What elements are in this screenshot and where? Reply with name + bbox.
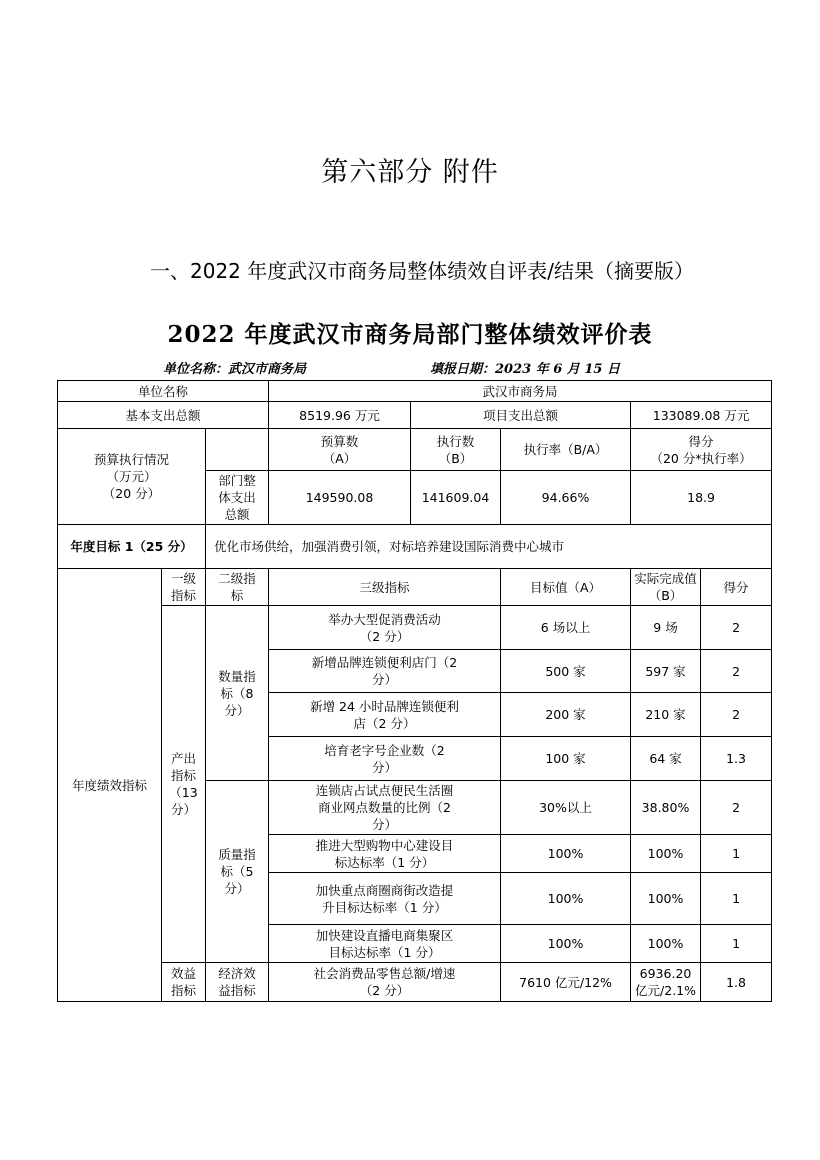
- indicator-target: 100%: [501, 873, 631, 925]
- quantity-indicator-label: 数量指 标（8 分）: [206, 606, 269, 781]
- indicator-name: 推进大型购物中心建设目 标达标率（1 分）: [269, 835, 501, 873]
- unit-name-line: 单位名称：武汉市商务局: [163, 362, 307, 377]
- budget-header-score: 得分 （20 分*执行率）: [631, 429, 772, 471]
- dept-total-exec: 141609.04: [411, 471, 501, 525]
- indicator-name: 加快重点商圈商街改造提 升目标达标率（1 分）: [269, 873, 501, 925]
- indicator-name: 举办大型促消费活动 （2 分）: [269, 606, 501, 650]
- project-expense-value: 133089.08 万元: [631, 402, 772, 429]
- output-indicator-label: 产出 指标 （13 分）: [162, 606, 206, 963]
- fill-date-line: 填报日期：2023 年 6 月 15 日: [430, 362, 620, 377]
- quality-indicator-label: 质量指 标（5 分）: [206, 781, 269, 963]
- indicator-name: 培育老字号企业数（2 分）: [269, 737, 501, 781]
- indicator-name: 加快建设直播电商集聚区 目标达标率（1 分）: [269, 925, 501, 963]
- budget-execution-label: 预算执行情况 （万元） （20 分）: [58, 429, 206, 525]
- basic-expense-label: 基本支出总额: [58, 402, 269, 429]
- indicator-actual: 64 家: [631, 737, 701, 781]
- indicator-score: 1.3: [701, 737, 772, 781]
- indicator-name: 社会消费品零售总额/增速 （2 分）: [269, 963, 501, 1002]
- annual-goal-text: 优化市场供给，加强消费引领，对标培养建设国际消费中心城市: [206, 525, 772, 569]
- annual-goal-label: 年度目标 1（25 分）: [58, 525, 206, 569]
- indicator-score: 1.8: [701, 963, 772, 1002]
- performance-evaluation-table: [57, 380, 772, 1002]
- header-target: 目标值（A）: [501, 569, 631, 606]
- unit-name-label: 单位名称: [58, 381, 269, 402]
- indicator-score: 2: [701, 606, 772, 650]
- indicator-target: 100%: [501, 835, 631, 873]
- budget-header-exec: 执行数 （B）: [411, 429, 501, 471]
- indicator-target: 500 家: [501, 650, 631, 693]
- basic-expense-value: 8519.96 万元: [269, 402, 411, 429]
- indicator-target: 200 家: [501, 693, 631, 737]
- indicator-target: 100 家: [501, 737, 631, 781]
- indicator-score: 2: [701, 781, 772, 835]
- dept-total-score: 18.9: [631, 471, 772, 525]
- indicator-target: 7610 亿元/12%: [501, 963, 631, 1002]
- header-level3: 三级指标: [269, 569, 501, 606]
- indicator-actual: 6936.20 亿元/2.1%: [631, 963, 701, 1002]
- indicator-name: 新增 24 小时品牌连锁便利 店（2 分）: [269, 693, 501, 737]
- indicator-actual: 100%: [631, 873, 701, 925]
- indicator-actual: 38.80%: [631, 781, 701, 835]
- economic-benefit-label: 经济效 益指标: [206, 963, 269, 1002]
- table-title: 2022 年度武汉市商务局部门整体绩效评价表: [167, 321, 653, 348]
- header-level2: 二级指 标: [206, 569, 269, 606]
- section-title: 一、2022 年度武汉市商务局整体绩效自评表/结果（摘要版）: [150, 259, 694, 283]
- indicator-actual: 210 家: [631, 693, 701, 737]
- indicator-actual: 100%: [631, 835, 701, 873]
- budget-header-budget: 预算数 （A）: [269, 429, 411, 471]
- indicator-actual: 100%: [631, 925, 701, 963]
- indicator-score: 1: [701, 835, 772, 873]
- indicator-score: 1: [701, 925, 772, 963]
- indicator-score: 1: [701, 873, 772, 925]
- indicator-actual: 597 家: [631, 650, 701, 693]
- indicator-target: 30%以上: [501, 781, 631, 835]
- part-title: 第六部分 附件: [321, 157, 499, 188]
- indicator-name: 连锁店占试点便民生活圈 商业网点数量的比例（2 分）: [269, 781, 501, 835]
- unit-name-value: 武汉市商务局: [269, 381, 772, 402]
- header-level1: 一级 指标: [162, 569, 206, 606]
- budget-header-rate: 执行率（B/A）: [501, 429, 631, 471]
- indicator-target: 100%: [501, 925, 631, 963]
- dept-total-budget: 149590.08: [269, 471, 411, 525]
- indicator-target: 6 场以上: [501, 606, 631, 650]
- dept-total-rate: 94.66%: [501, 471, 631, 525]
- project-expense-label: 项目支出总额: [411, 402, 631, 429]
- header-score: 得分: [701, 569, 772, 606]
- dept-total-label: 部门整 体支出 总额: [206, 471, 269, 525]
- annual-performance-label: 年度绩效指标: [58, 569, 162, 1002]
- header-actual: 实际完成值（B）: [631, 569, 701, 606]
- benefit-indicator-label: 效益 指标: [162, 963, 206, 1002]
- indicator-actual: 9 场: [631, 606, 701, 650]
- indicator-score: 2: [701, 650, 772, 693]
- indicator-name: 新增品牌连锁便利店门（2 分）: [269, 650, 501, 693]
- budget-header-empty: [206, 429, 269, 471]
- indicator-score: 2: [701, 693, 772, 737]
